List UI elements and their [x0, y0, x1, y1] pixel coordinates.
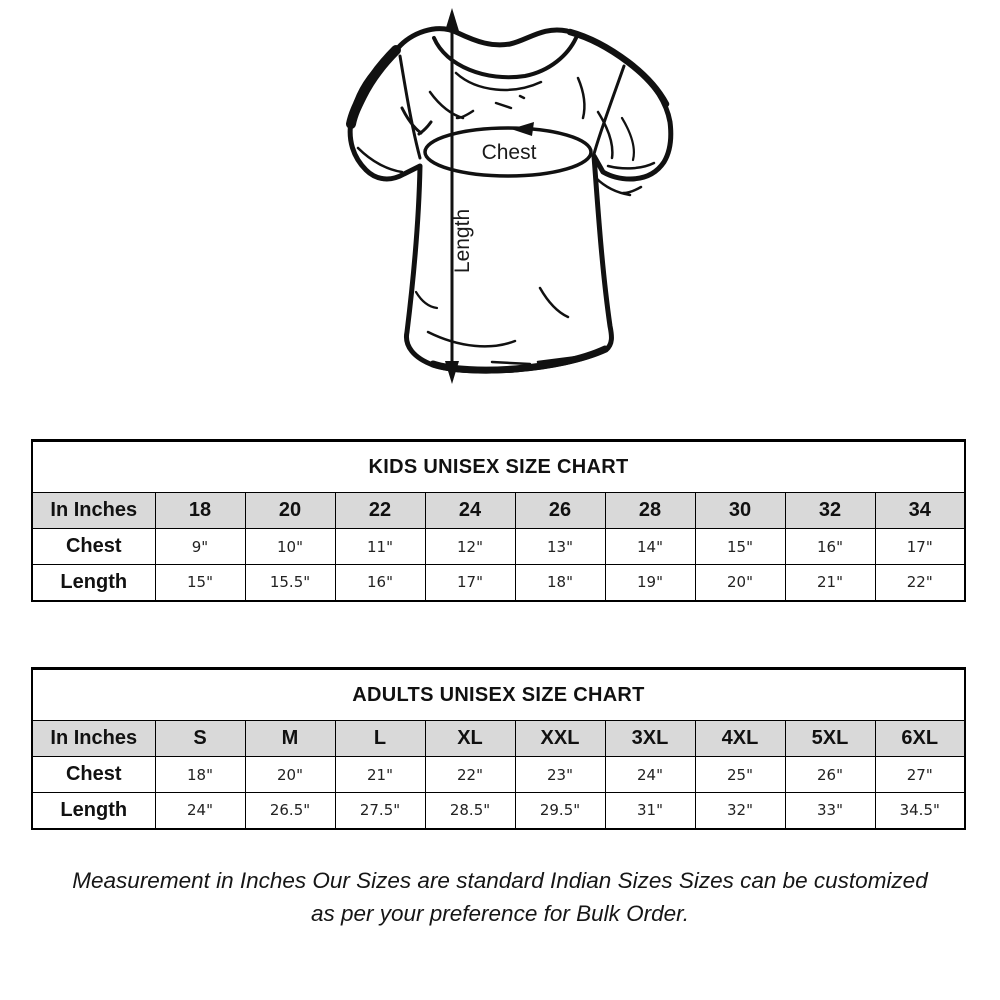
- kids-length-value: 15.5": [245, 565, 335, 601]
- kids-size-header: 34: [875, 493, 965, 529]
- adults-chest-label: Chest: [32, 757, 155, 793]
- adults-size-table: [31, 667, 966, 830]
- length-arrowhead-top: [445, 8, 459, 31]
- kids-length-value: 18": [515, 565, 605, 601]
- adults-size-header: XL: [425, 721, 515, 757]
- adults-chest-value: 22": [425, 757, 515, 793]
- kids-chest-value: 16": [785, 529, 875, 565]
- kids-size-header: 28: [605, 493, 695, 529]
- adults-chest-value: 26": [785, 757, 875, 793]
- kids-title-row: [32, 441, 965, 493]
- kids-chest-value: 10": [245, 529, 335, 565]
- right-armpit-tick: [623, 187, 641, 193]
- kids-length-value: 22": [875, 565, 965, 601]
- adults-chest-value: 23": [515, 757, 605, 793]
- adults-length-label: Length: [32, 793, 155, 829]
- kids-chest-value: 11": [335, 529, 425, 565]
- adults-chest-value: 25": [695, 757, 785, 793]
- kids-length-value: 17": [425, 565, 515, 601]
- adults-header-row: [32, 721, 965, 757]
- adults-size-header: M: [245, 721, 335, 757]
- adults-length-value: 34.5": [875, 793, 965, 829]
- adults-size-header: XXL: [515, 721, 605, 757]
- adults-length-value: 26.5": [245, 793, 335, 829]
- kids-length-value: 20": [695, 565, 785, 601]
- kids-header-row: [32, 493, 965, 529]
- chest-label: Chest: [481, 141, 537, 164]
- measurement-note-line2: as per your preference for Bulk Order.: [310, 901, 690, 926]
- adults-length-value: 33": [785, 793, 875, 829]
- kids-length-label: Length: [32, 565, 155, 601]
- adults-length-row: [32, 793, 965, 829]
- kids-chest-value: 17": [875, 529, 965, 565]
- kids-size-header: 24: [425, 493, 515, 529]
- adults-size-header: 6XL: [875, 721, 965, 757]
- adults-size-header: 5XL: [785, 721, 875, 757]
- kids-chest-label: Chest: [32, 529, 155, 565]
- adults-title-row: [32, 669, 965, 721]
- length-label: Length: [451, 208, 474, 274]
- kids-size-header: 18: [155, 493, 245, 529]
- kids-chest-value: 15": [695, 529, 785, 565]
- measurement-note-line1: Measurement in Inches Our Sizes are standard Indian Sizes Sizes can be customized: [72, 868, 928, 893]
- adults-length-value: 28.5": [425, 793, 515, 829]
- adults-size-header: L: [335, 721, 425, 757]
- kids-chest-row: [32, 529, 965, 565]
- kids-length-value: 19": [605, 565, 695, 601]
- kids-length-row: [32, 565, 965, 601]
- adults-length-value: 29.5": [515, 793, 605, 829]
- adults-chest-value: 24": [605, 757, 695, 793]
- adults-length-value: 24": [155, 793, 245, 829]
- adults-chest-value: 18": [155, 757, 245, 793]
- kids-size-header: 32: [785, 493, 875, 529]
- kids-size-header: 20: [245, 493, 335, 529]
- adults-chest-value: 27": [875, 757, 965, 793]
- kids-size-header: 26: [515, 493, 605, 529]
- tshirt-outline: [350, 29, 671, 371]
- adults-size-header: 4XL: [695, 721, 785, 757]
- kids-length-value: 16": [335, 565, 425, 601]
- kids-table-title: KIDS UNISEX SIZE CHART: [32, 441, 965, 493]
- adults-chest-value: 20": [245, 757, 335, 793]
- kids-size-header: 22: [335, 493, 425, 529]
- length-arrowhead-bottom: [445, 361, 459, 384]
- adults-size-header: 3XL: [605, 721, 695, 757]
- kids-chest-value: 13": [515, 529, 605, 565]
- adults-length-value: 32": [695, 793, 785, 829]
- adults-length-value: 27.5": [335, 793, 425, 829]
- adults-chest-row: [32, 757, 965, 793]
- kids-size-table: [31, 439, 966, 602]
- adults-table-title: ADULTS UNISEX SIZE CHART: [32, 669, 965, 721]
- kids-size-header: 30: [695, 493, 785, 529]
- adults-unit-label: In Inches: [32, 721, 155, 757]
- measurement-note: [0, 864, 1000, 930]
- kids-length-value: 15": [155, 565, 245, 601]
- tshirt-diagram: [0, 0, 1000, 400]
- kids-chest-value: 12": [425, 529, 515, 565]
- kids-unit-label: In Inches: [32, 493, 155, 529]
- adults-chest-value: 21": [335, 757, 425, 793]
- kids-length-value: 21": [785, 565, 875, 601]
- kids-chest-value: 9": [155, 529, 245, 565]
- kids-chest-value: 14": [605, 529, 695, 565]
- adults-size-header: S: [155, 721, 245, 757]
- adults-length-value: 31": [605, 793, 695, 829]
